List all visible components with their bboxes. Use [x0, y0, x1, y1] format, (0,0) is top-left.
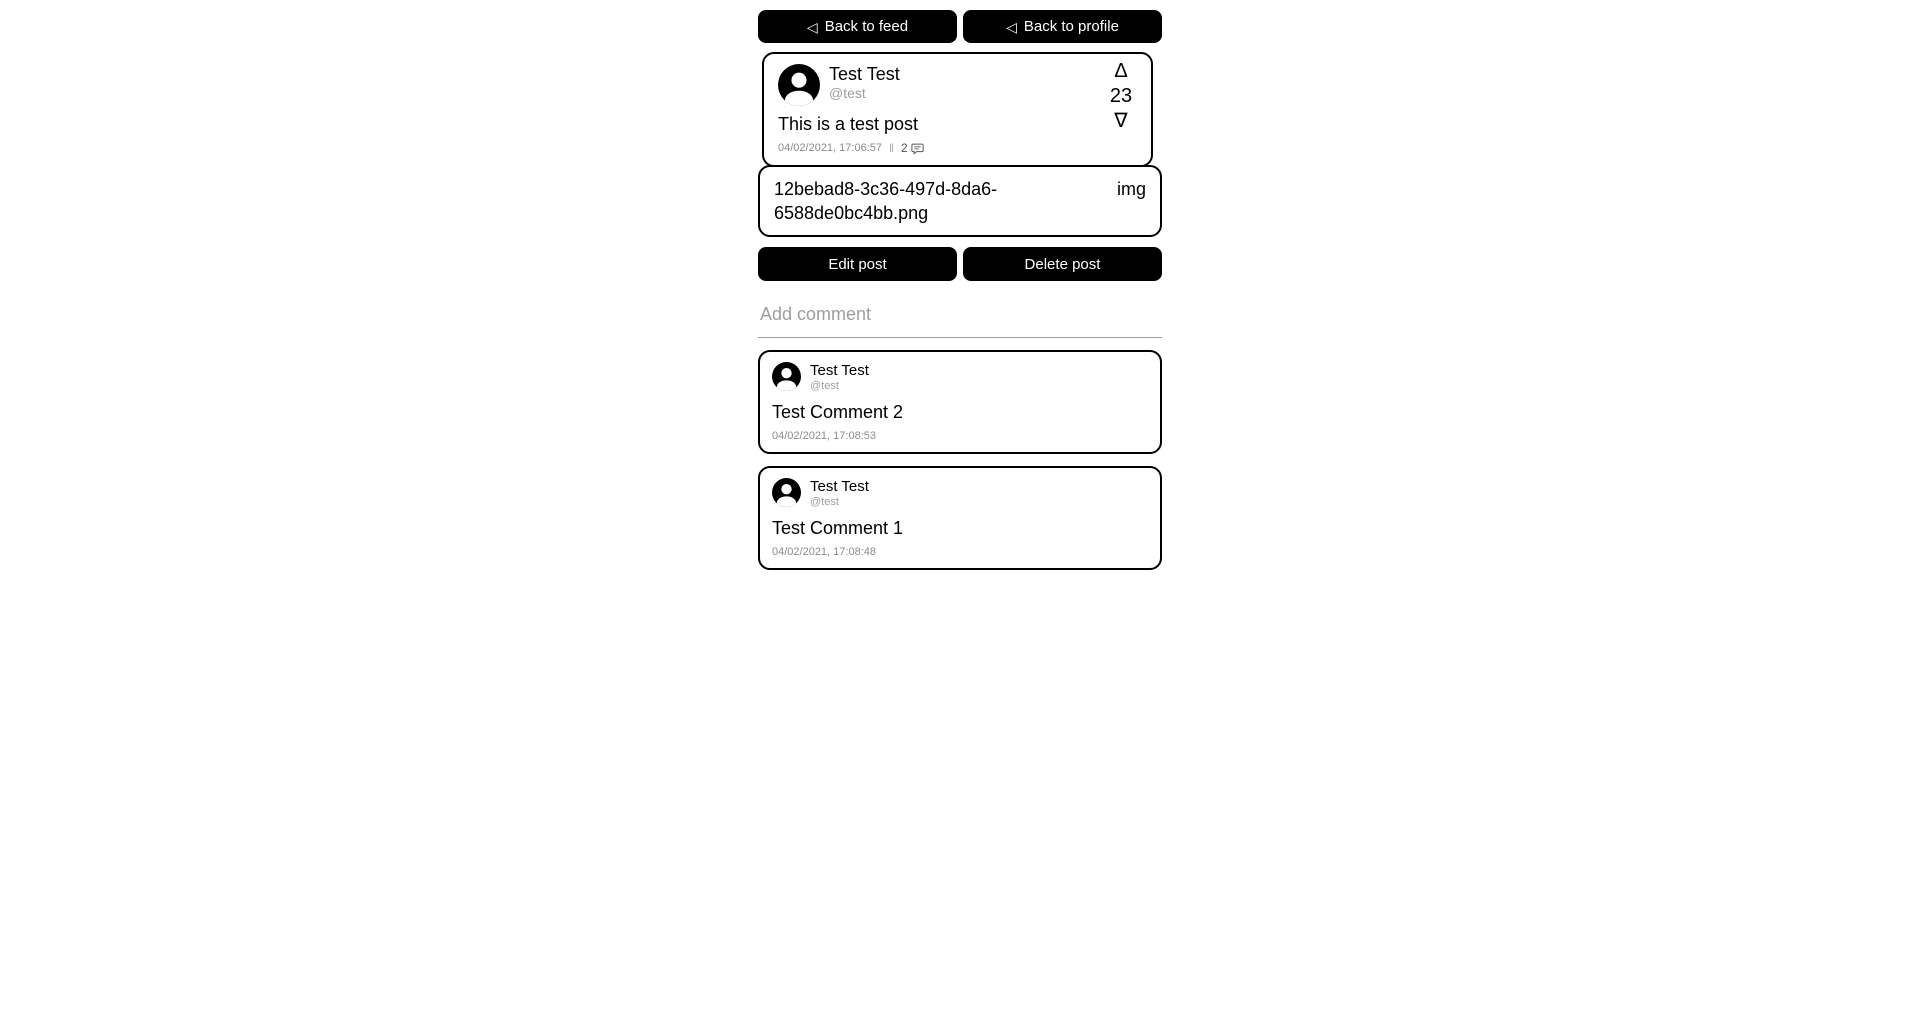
comment-count-value: 2 [900, 141, 908, 155]
attachment-filename: 12bebad8-3c36-497d-8da6-6588de0bc4bb.png [774, 179, 998, 223]
comment-text: Test Comment 1 [772, 518, 904, 538]
back-to-profile-label: Back to profile [1023, 18, 1119, 35]
comment-author-row [772, 478, 1148, 509]
delete-post-button[interactable]: Delete post [963, 247, 1162, 281]
attachment-type-label: img [1116, 179, 1146, 199]
comment-author-row [772, 362, 1148, 393]
post-author-handle: @test [829, 85, 866, 101]
post-meta-row [778, 141, 1137, 155]
comment-author-block [810, 362, 869, 393]
downvote-button[interactable]: ∇ [1101, 109, 1141, 134]
main-column [758, 10, 1162, 570]
comment-author-block [810, 478, 869, 509]
post-author-block [829, 64, 900, 102]
post-text: This is a test post [778, 114, 919, 134]
post-author-row [778, 64, 1137, 106]
comment-author-handle: @test [810, 380, 839, 392]
comment-card [758, 350, 1162, 454]
user-avatar-icon [772, 478, 801, 507]
post-author-name: Test Test [829, 64, 900, 84]
user-avatar-icon [772, 362, 801, 391]
back-icon: ◁ [1006, 18, 1017, 35]
back-to-feed-label: Back to feed [824, 18, 909, 35]
edit-post-button[interactable]: Edit post [758, 247, 957, 281]
post-timestamp: 04/02/2021, 17:06:57 [778, 142, 882, 154]
comment-card [758, 466, 1162, 570]
post-action-row [758, 247, 1162, 281]
vote-score: 23 [1109, 85, 1133, 107]
user-avatar-icon [778, 64, 820, 106]
post-attachment[interactable] [758, 165, 1162, 237]
back-to-feed-button[interactable] [758, 10, 957, 43]
back-to-profile-button[interactable] [963, 10, 1162, 43]
comment-author-name: Test Test [810, 362, 869, 379]
upvote-button[interactable]: Δ [1101, 59, 1141, 84]
comment-timestamp: 04/02/2021, 17:08:53 [772, 430, 876, 442]
comment-count-icon [911, 142, 924, 155]
back-icon: ◁ [806, 18, 818, 35]
add-comment-input[interactable] [758, 304, 1162, 338]
top-nav-row [758, 10, 1162, 43]
meta-separator: ‖ [888, 141, 894, 155]
comment-count [901, 141, 924, 155]
comment-author-name: Test Test [810, 478, 869, 495]
post-detail [758, 52, 1162, 237]
comment-timestamp: 04/02/2021, 17:08:48 [772, 546, 876, 558]
comment-author-handle: @test [810, 496, 839, 508]
vote-column [1101, 59, 1141, 134]
comment-text: Test Comment 2 [772, 402, 904, 422]
post-card [762, 52, 1153, 167]
